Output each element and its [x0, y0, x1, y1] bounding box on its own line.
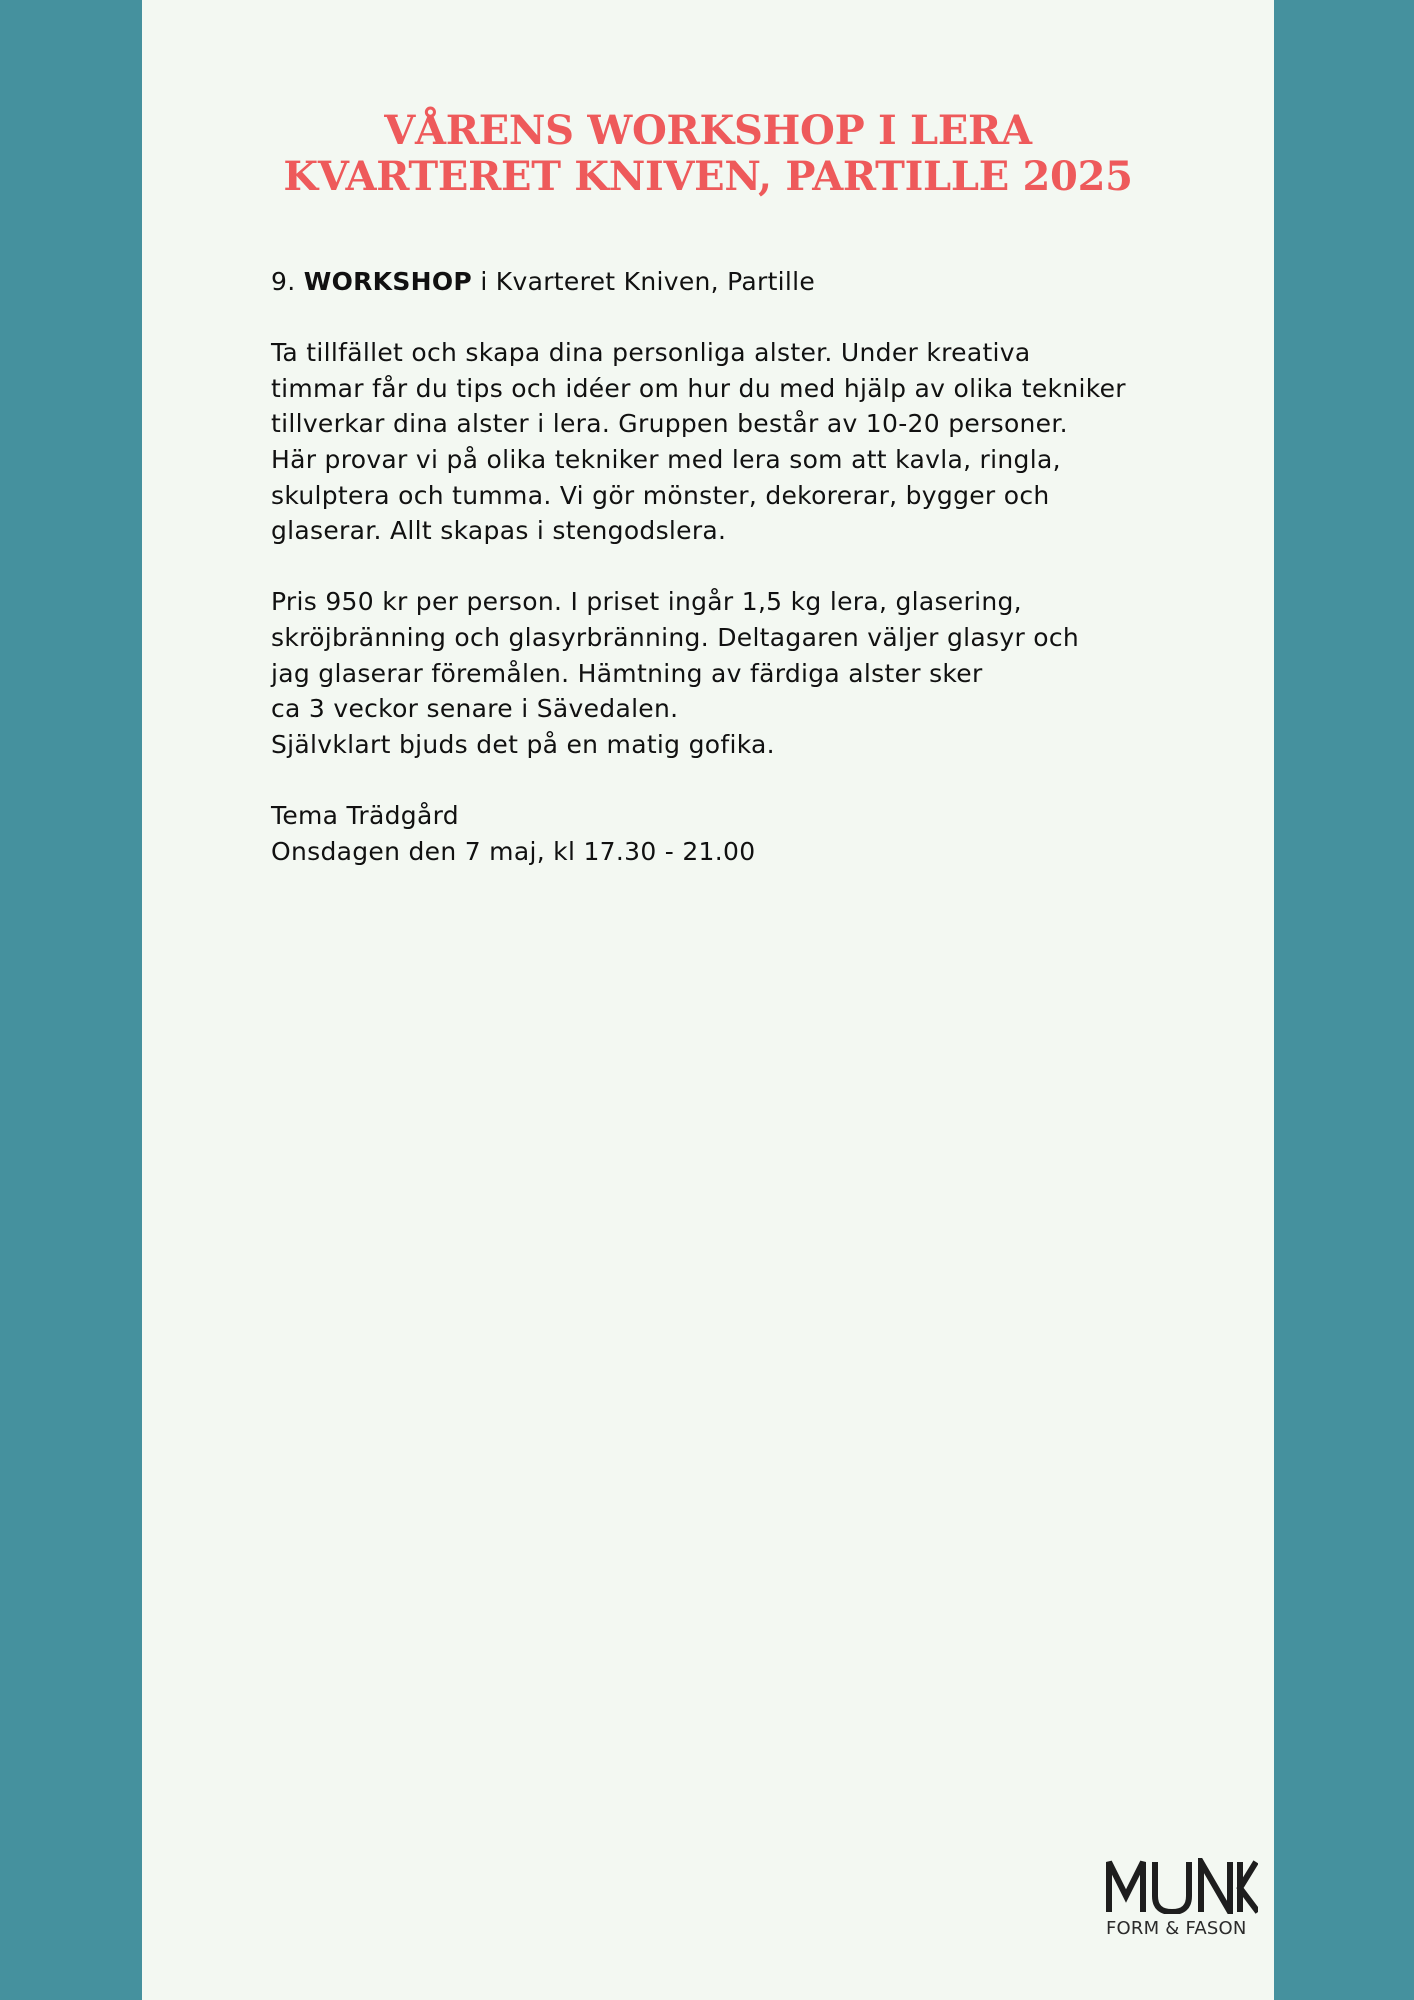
paragraph2-line: Pris 950 kr per person. I priset ingår 1,5 kg lera, glasering,: [271, 587, 1022, 617]
title-line-2: KVARTERET KNIVEN, PARTILLE 2025: [283, 153, 1133, 200]
paragraph1-line: tillverkar dina alster i lera. Gruppen består av 10-20 personer.: [271, 409, 1068, 439]
theme-line: Tema Trädgård: [271, 800, 459, 830]
paragraph1-line: glaserar. Allt skapas i stengodslera.: [271, 516, 727, 546]
munk-logo-mark: [1106, 1858, 1258, 1914]
paragraph1-line: Här provar vi på olika tekniker med lera som att kavla, ringla,: [271, 444, 1061, 474]
paragraph1-line: Ta tillfället och skapa dina personliga alster. Under kreativa: [271, 338, 1031, 368]
munk-logo: [1106, 1858, 1258, 1938]
page-title: [142, 108, 1274, 200]
date-line: Onsdagen den 7 maj, kl 17.30 - 21.00: [271, 836, 756, 866]
paragraph2-line: jag glaserar föremålen. Hämtning av färdiga alster sker: [271, 658, 983, 688]
paragraph1-line: timmar får du tips och idéer om hur du med hjälp av olika tekniker: [271, 373, 1126, 403]
intro-number: 9.: [271, 267, 296, 296]
paragraph1-line: skulptera och tumma. Vi gör mönster, dekorerar, bygger och: [271, 480, 1050, 510]
intro-line: [271, 264, 1171, 300]
paragraph2-line: Självklart bjuds det på en matig gofika.: [271, 729, 775, 759]
workshop-description: [271, 264, 1171, 869]
paragraph2-line: skröjbränning och glasyrbränning. Deltagaren väljer glasyr och: [271, 622, 1080, 652]
title-line-1: VÅRENS WORKSHOP I LERA: [384, 107, 1032, 154]
paragraph2-line: ca 3 veckor senare i Sävedalen.: [271, 694, 679, 724]
intro-bold: WORKSHOP: [303, 267, 473, 296]
logo-tagline: FORM & FASON: [1106, 1918, 1247, 1939]
document-page: [142, 0, 1274, 2000]
intro-rest: i Kvarteret Kniven, Partille: [480, 267, 816, 296]
